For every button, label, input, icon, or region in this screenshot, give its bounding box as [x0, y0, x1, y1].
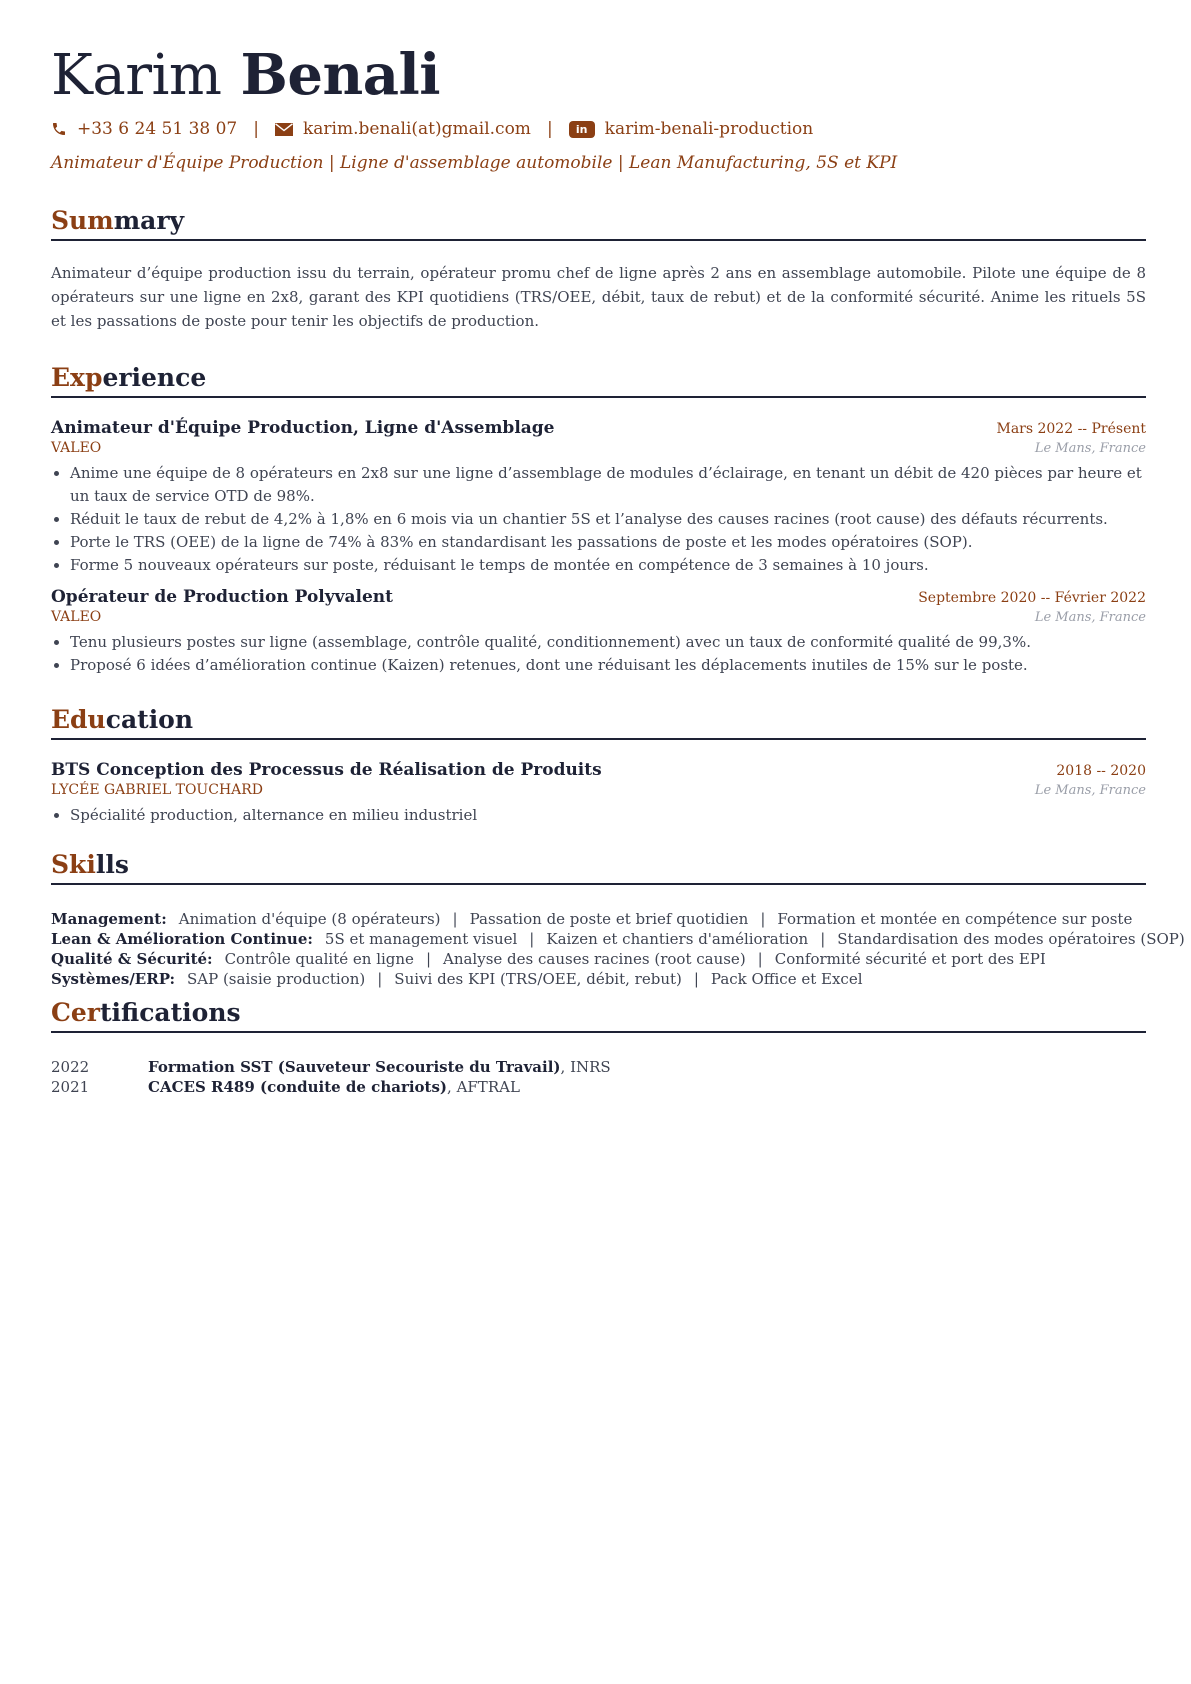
section-title-summary — [51, 205, 1146, 237]
school-name: LYCÉE GABRIEL TOUCHARD — [51, 782, 264, 798]
section-title-accent: Exp — [51, 363, 103, 392]
skill-item: Conformité sécurité et port des EPI — [774, 950, 1046, 968]
list-item: • Forme 5 nouveaux opérateurs sur poste, réduisant le temps de montée en compétence de 3 semaines à 10 jours. — [70, 554, 1146, 577]
skill-category: Management: — [51, 910, 167, 928]
experience-entry — [51, 418, 1146, 577]
job-location: Le Mans, France — [1034, 441, 1146, 456]
section-divider — [51, 239, 1146, 241]
skill-row — [51, 909, 1146, 929]
skill-item: Analyse des causes racines (root cause) — [443, 950, 746, 968]
phone-icon — [51, 121, 67, 137]
section-title-accent: Sum — [51, 206, 114, 235]
section-title-certifications — [51, 997, 1146, 1029]
job-bullets — [51, 462, 1146, 577]
experience-section — [51, 362, 1146, 677]
skill-separator: | — [529, 930, 535, 948]
skill-row — [51, 929, 1185, 949]
first-name: Karim — [51, 43, 222, 108]
contact-separator: | — [546, 119, 553, 139]
skill-separator: | — [757, 950, 763, 968]
linkedin-handle: karim-benali-production — [604, 119, 814, 139]
section-title-experience — [51, 362, 1146, 394]
job-date: Septembre 2020 -- Février 2022 — [918, 590, 1146, 606]
candidate-name — [51, 40, 1146, 111]
section-title-education — [51, 704, 1146, 736]
section-divider — [51, 1031, 1146, 1033]
job-location: Le Mans, France — [1034, 610, 1146, 625]
education-section — [51, 704, 1146, 827]
skill-separator: | — [425, 950, 431, 968]
section-title-rest: tifications — [99, 998, 241, 1027]
job-bullets — [51, 631, 1146, 677]
section-title-rest: cation — [105, 705, 194, 734]
certification-issuer: , INRS — [560, 1058, 611, 1076]
section-title-skills — [51, 849, 1146, 881]
skill-separator: | — [693, 970, 699, 988]
skill-separator: | — [820, 930, 826, 948]
skill-item: Formation et montée en compétence sur poste — [777, 910, 1133, 928]
skills-section — [51, 849, 1185, 989]
certification-year: 2021 — [51, 1078, 90, 1096]
last-name: Benali — [240, 42, 441, 108]
list-item: • Porte le TRS (OEE) de la ligne de 74% à 83% en standardisant les passations de poste et les modes opératoires (SOP). — [70, 531, 1146, 554]
skill-item: Suivi des KPI (TRS/OEE, débit, rebut) — [394, 970, 682, 988]
skill-category: Qualité & Sécurité: — [51, 950, 213, 968]
linkedin-contact[interactable] — [569, 119, 814, 139]
section-title-rest: lls — [95, 850, 129, 879]
list-item: • Proposé 6 idées d’amélioration continue (Kaizen) retenues, dont une réduisant les déplacements inutiles de 15% sur le poste. — [70, 654, 1146, 677]
skill-category: Lean & Amélioration Continue: — [51, 930, 313, 948]
contact-bar — [51, 117, 1146, 141]
section-title-accent: Ski — [51, 850, 96, 879]
section-divider — [51, 396, 1146, 398]
skill-item: Animation d'équipe (8 opérateurs) — [178, 910, 441, 928]
skill-separator: | — [452, 910, 458, 928]
certification-row — [51, 1077, 1146, 1097]
phone-number: +33 6 24 51 38 07 — [77, 119, 238, 139]
skill-category: Systèmes/ERP: — [51, 970, 175, 988]
certification-row — [51, 1057, 1146, 1077]
list-item: • Spécialité production, alternance en milieu industriel — [70, 804, 1146, 827]
job-company: VALEO — [51, 440, 102, 456]
list-item: • Réduit le taux de rebut de 4,2% à 1,8% en 6 mois via un chantier 5S et l’analyse des causes racines (root cause) des défauts récurrents. — [70, 508, 1146, 531]
tagline: Animateur d'Équipe Production | Ligne d'assemblage automobile | Lean Manufacturing, 5S et KPI — [51, 153, 898, 173]
section-title-accent: Edu — [51, 705, 106, 734]
skill-item: Pack Office et Excel — [710, 970, 863, 988]
summary-text: Animateur d’équipe production issu du terrain, opérateur promu chef de ligne après 2 ans en assemblage automobile. Pilote une équipe de 8 opérateurs sur une ligne en 2x8, garant des KPI quotidiens (TRS/OEE, débit, taux de rebut) et de la conformité sécurité. Anime les rituels 5S et les passations de poste pour tenir les objectifs de production. — [51, 264, 1146, 330]
mail-icon — [275, 123, 293, 136]
skill-separator: | — [760, 910, 766, 928]
skill-item: 5S et management visuel — [324, 930, 518, 948]
certification-issuer: , AFTRAL — [447, 1078, 520, 1096]
section-divider — [51, 738, 1146, 740]
section-title-accent: Cer — [51, 998, 100, 1027]
skill-separator: | — [377, 970, 383, 988]
list-item: • Tenu plusieurs postes sur ligne (assemblage, contrôle qualité, conditionnement) avec un taux de conformité qualité de 99,3%. — [70, 631, 1146, 654]
phone-contact[interactable] — [51, 119, 237, 139]
section-title-rest: mary — [113, 206, 185, 235]
skill-item: Standardisation des modes opératoires (SOP) — [837, 930, 1185, 948]
list-item: • Anime une équipe de 8 opérateurs en 2x8 sur une ligne d’assemblage de modules d’éclairage, en tenant un débit de 420 pièces par heure et un taux de service OTD de 98%. — [70, 462, 1146, 508]
summary-section — [51, 205, 1146, 333]
school-location: Le Mans, France — [1034, 783, 1146, 798]
certifications-section — [51, 997, 1146, 1097]
degree-title: BTS Conception des Processus de Réalisation de Produits — [51, 760, 602, 780]
education-bullets — [51, 804, 1146, 827]
certifications-list — [51, 1057, 1146, 1097]
education-date: 2018 -- 2020 — [1056, 763, 1146, 779]
certification-name: CACES R489 (conduite de chariots) — [148, 1078, 448, 1096]
linkedin-icon: in — [569, 121, 595, 138]
certification-name: Formation SST (Sauveteur Secouriste du Travail) — [148, 1058, 561, 1076]
section-divider — [51, 883, 1146, 885]
skill-item: Contrôle qualité en ligne — [224, 950, 414, 968]
skill-row — [51, 969, 1146, 989]
skill-row — [51, 949, 1146, 969]
skill-item: Passation de poste et brief quotidien — [469, 910, 749, 928]
job-date: Mars 2022 -- Présent — [996, 421, 1146, 437]
contact-separator: | — [253, 119, 259, 139]
skills-list — [51, 909, 1185, 989]
section-title-rest: erience — [102, 363, 207, 392]
experience-entry — [51, 587, 1146, 677]
skill-item: SAP (saisie production) — [186, 970, 366, 988]
email-contact[interactable] — [275, 119, 531, 139]
certification-year: 2022 — [51, 1058, 90, 1076]
job-title: Animateur d'Équipe Production, Ligne d'Assemblage — [51, 418, 555, 438]
job-title: Opérateur de Production Polyvalent — [51, 587, 393, 607]
education-entry — [51, 760, 1146, 827]
job-company: VALEO — [51, 609, 102, 625]
skill-item: Kaizen et chantiers d'amélioration — [546, 930, 809, 948]
email-address: karim.benali(at)gmail.com — [302, 119, 531, 139]
